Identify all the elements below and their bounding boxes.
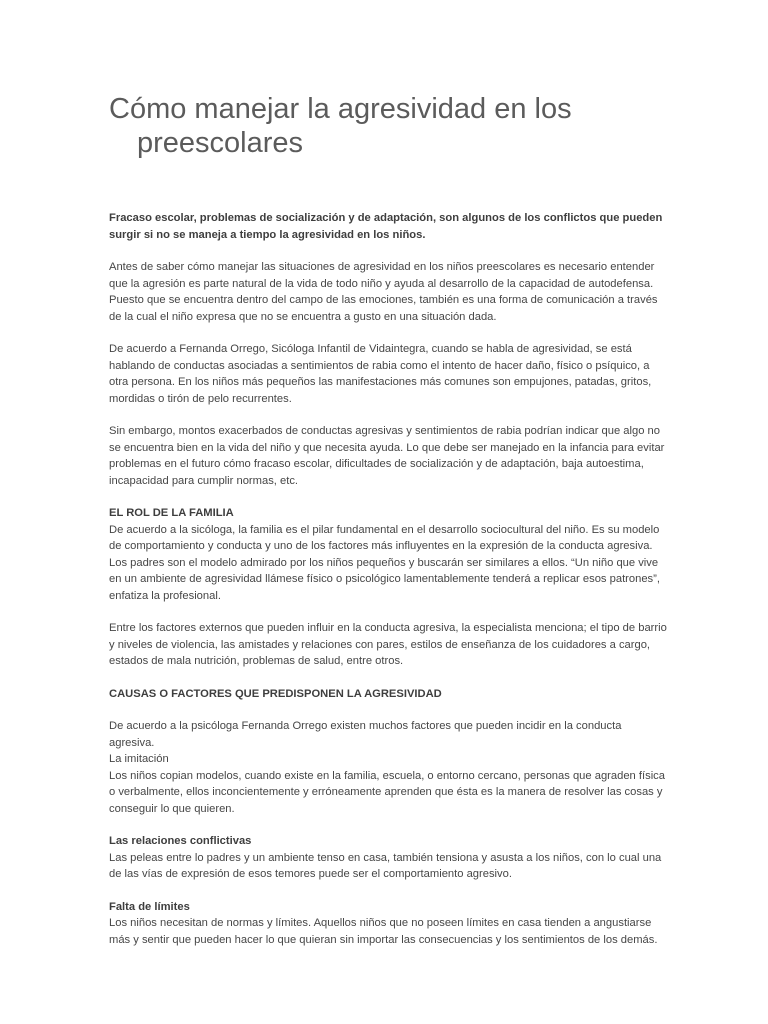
body-paragraph-2: De acuerdo a Fernanda Orrego, Sicóloga Infantil de Vidaintegra, cuando se habla de agresividad, se está hablando de conductas asociadas a sentimientos de rabia como el intento de hacer daño, físico o psíquico, a otra persona. En los niños más pequeños las manifestaciones más comunes son empujones, patadas, gritos, mordidas o tirón de pelo recurrentes. bbox=[109, 343, 652, 405]
rol-familia-paragraph-1: De acuerdo a la sicóloga, la familia es el pilar fundamental en el desarrollo sociocultural del niño. Es su modelo de comportamiento y conducta y uno de los factores más influyentes en la expresión de la conducta agresiva. Los padres son el modelo admirado por los niños pequeños y buscarán ser similares a ellos. “Un niño que vive en un ambiente de agresividad llámese físico o psicológico lamentablemente tenderá a replicar esos patrones”, enfatiza la profesional. bbox=[109, 523, 660, 602]
lead-paragraph: Fracaso escolar, problemas de socialización y de adaptación, son algunos de los conflictos que pueden surgir si no se maneja a tiempo la agresividad en los niños. bbox=[109, 212, 663, 241]
limites-subheading: Falta de límites bbox=[109, 900, 190, 913]
causas-intro: De acuerdo a la psicóloga Fernanda Orrego existen muchos factores que pueden incidir en la conducta agresiva. bbox=[109, 720, 622, 749]
body-paragraph-3: Sin embargo, montos exacerbados de conductas agresivas y sentimientos de rabia podrían indicar que algo no se encuentra bien en la vida del niño y que necesita ayuda. Lo que debe ser manejado en la infancia para evitar problemas en el futuro cómo fracaso escolar, dificultades de socialización y de adaptación, baja autoestima, incapacidad para cumplir normas, etc. bbox=[109, 425, 665, 487]
rol-familia-paragraph-2: Entre los factores externos que pueden influir en la conducta agresiva, la especialista menciona; el tipo de barrio y niveles de violencia, las amistades y relaciones con pares, estilos de enseñanza de los cuidadores a cargo, estados de mala nutrición, problemas de salud, entre otros. bbox=[109, 622, 667, 667]
relaciones-subheading: Las relaciones conflictivas bbox=[109, 835, 252, 847]
section-heading-causas: CAUSAS O FACTORES QUE PREDISPONEN LA AGRESIVIDAD bbox=[109, 687, 442, 700]
imitacion-subheading: La imitación bbox=[109, 753, 169, 765]
relaciones-paragraph: Las peleas entre lo padres y un ambiente tenso en casa, también tensiona y asusta a los niños, con lo cual una de las vías de expresión de esos temores puede ser el comportamiento agresivo. bbox=[109, 851, 662, 880]
limites-paragraph: Los niños necesitan de normas y límites. Aquellos niños que no poseen límites en casa tienden a angustiarse más y sentir que pueden hacer lo que quieran sin importar las consecuencias y los sentimientos de los demás. bbox=[109, 917, 658, 946]
imitacion-paragraph: Los niños copian modelos, cuando existe en la familia, escuela, o entorno cercano, personas que agraden física o verbalmente, ellos inconcientemente y erróneamente aprenden que ésta es la manera de resolver las cosas y conseguir lo que quieren. bbox=[109, 769, 665, 815]
page-title: Cómo manejar la agresividad en los preescolares bbox=[109, 93, 572, 159]
section-heading-rol-familia: EL ROL DE LA FAMILIA bbox=[109, 507, 234, 519]
body-paragraph-1: Antes de saber cómo manejar las situaciones de agresividad en los niños preescolares es necesario entender que la agresión es parte natural de la vida de todo niño y ayuda al desarrollo de la capacidad de autodefensa. Puesto que se encuentra dentro del campo de las emociones, también es una forma de comunicación a través de la cual el niño expresa que no se encuentra a gusto en una situación dada. bbox=[109, 261, 658, 323]
